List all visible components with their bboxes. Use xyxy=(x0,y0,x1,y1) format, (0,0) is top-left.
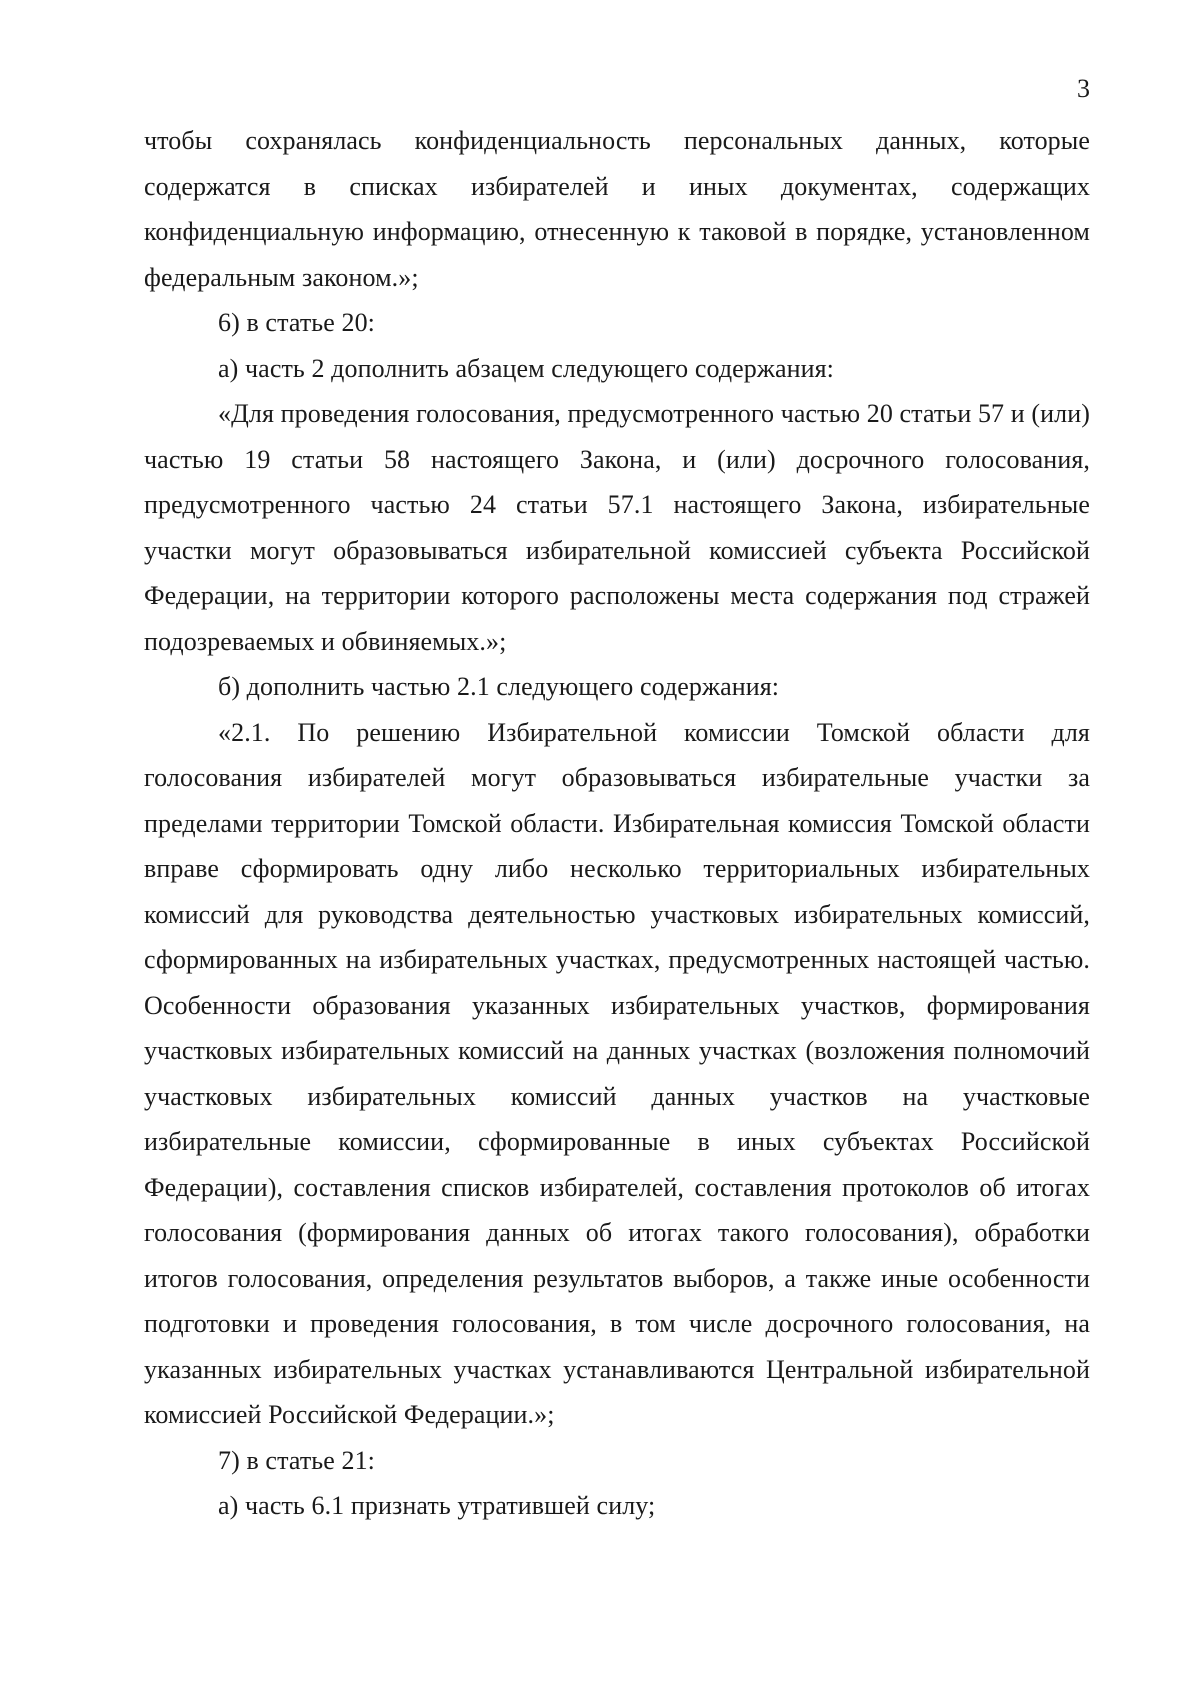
paragraph-item-6: 6) в статье 20: xyxy=(218,308,376,337)
paragraph-quote-part-2: «Для проведения голосования, предусмотренного частью 20 статьи 57 и (или) частью 19 статьи 58 настоящего Закона, и (или) досрочного голосования, предусмотренного частью 24 статьи 57.1 настоящего Закона, избирательные участки могут образовываться избирательной комиссией субъекта Российской Федерации, на территории которого расположены места содержания под стражей подозреваемых и обвиняемых.»; xyxy=(144,399,1090,656)
paragraph-item-7a: а) часть 6.1 признать утратившей силу; xyxy=(218,1491,656,1520)
paragraph-item-6a: а) часть 2 дополнить абзацем следующего содержания: xyxy=(218,353,834,383)
paragraph-item-6b: б) дополнить частью 2.1 следующего содержания: xyxy=(218,672,780,701)
paragraph-item-7: 7) в статье 21: xyxy=(218,1445,376,1475)
paragraph-continuation: чтобы сохранялась конфиденциальность персональных данных, которые содержатся в списках избирателей и иных документах, содержащих конфиденциальную информацию, отнесенную к таковой в порядке, установленном федеральным законом.»; xyxy=(144,126,1090,292)
page-number: 3 xyxy=(1077,74,1090,103)
paragraph-quote-part-2-1: «2.1. По решению Избирательной комиссии Томской области для голосования избирателей могут образовываться избирательные участки за пределами территории Томской области. Избирательная комиссия Томской области вправе сформировать одну либо несколько территориальных избирательных комиссий для руководства деятельностью участковых избирательных комиссий, сформированных на избирательных участках, предусмотренных настоящей частью. Особенности образования указанных избирательных участков, формирования участковых избирательных комиссий на данных участках (возложения полномочий участковых избирательных комиссий данных участков на участковые избирательные комиссии, сформированные в иных субъектах Российской Федерации), составления списков избирателей, составления протоколов об итогах голосования (формирования данных об итогах такого голосования), обработки итогов голосования, определения результатов выборов, а также иные особенности подготовки и проведения голосования, в том числе досрочного голосования, на указанных избирательных участках устанавливаются Центральной избирательной комиссией Российской Федерации.»; xyxy=(144,717,1090,1429)
document-body xyxy=(144,118,1090,1529)
